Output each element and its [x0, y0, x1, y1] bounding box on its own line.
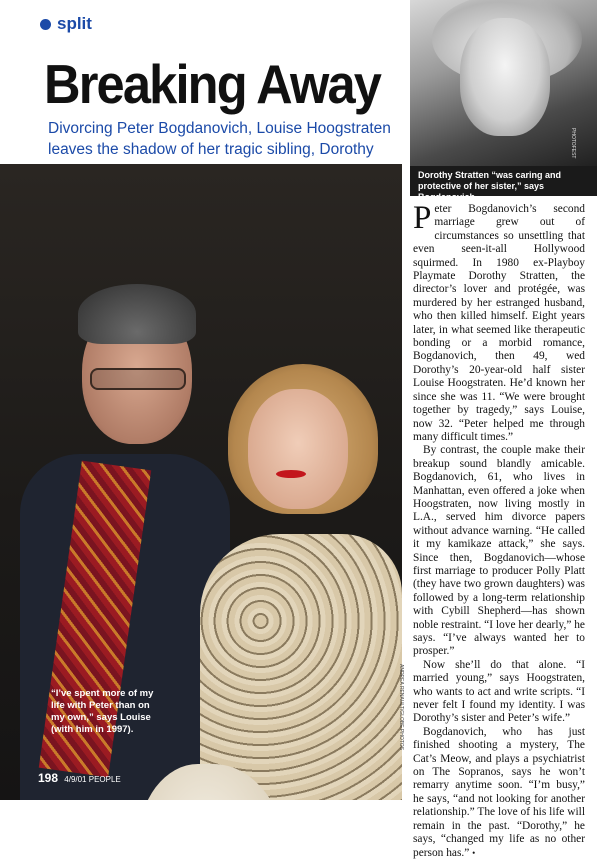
inset-photo-credit: PHOTOFEST [570, 128, 576, 159]
paragraph-text: Bogdanovich, who has just finished shooting a mystery, The Cat’s Meow, and plays a psychiatrist on The Sopranos, says he won’t remarry anytime soon. “I’m busy,” he says, “and not looking for another relationship.” The love of his life will remain in the past. “Dorothy,” he says, “changed my life as no other person has.” [413, 725, 585, 859]
drop-cap: P [413, 200, 432, 236]
inset-face [460, 18, 550, 136]
woman-lips [276, 470, 306, 478]
main-photo-caption: “I’ve spent more of my life with Peter than on my own,” says Louise (with him in 1997). [51, 688, 154, 735]
man-hair [78, 284, 196, 344]
main-photo-credit: ANDREA RENAULT/GLOBE PHOTOS [398, 664, 404, 750]
inset-caption: Dorothy Stratten “was caring and protective of her sister,” says Bogdanovich. [410, 166, 597, 196]
deck-subtitle: Divorcing Peter Bogdanovich, Louise Hoogstraten leaves the shadow of her tragic sibling, Dorothy [48, 120, 391, 158]
article-paragraph: By contrast, the couple make their breakup sound blandly amicable. Bogdanovich, 61, who lives in Manhattan, even offered a joke when Hoogstraten, now living mostly in L.A., served him divorce papers without advance warning. “He called it my kamikaze attack,” she says. Since then, Bogdanovich—whose first marriage to producer Polly Platt (they have two grown daughters) was followed by a long-term relationship with Cybill Shepherd—has shown noble restraint. “I love her dearly,” he says. “I’ve always wanted her to prosper.” [413, 444, 585, 658]
article-body [413, 200, 585, 860]
snakeskin-jacket [200, 534, 402, 800]
paragraph-text: eter Bogdanovich’s second marriage grew out of circumstances so unsettling that even seen-it-all Hollywood squirmed. In 1980 ex-Playboy Playmate Dorothy Stratten, the director’s lover and protégée, was murdered by her estranged husband, who then killed himself. Eight years later, in what seemed like therapeutic bonding or a morbid romance, Bogdanovich, then 49, wed Dorothy’s 20-year-old half sister Louise Hoogstraten. He’d known her since she was 11. “We were brought together by tragedy,” says Louise, now 32. “Peter helped me through many difficult times.” [413, 203, 585, 443]
page-footer [38, 771, 121, 785]
section-tag [40, 14, 92, 34]
page-number: 198 [38, 771, 59, 785]
inset-photo [410, 0, 597, 166]
end-mark: • [472, 847, 476, 858]
headline: Breaking Away [44, 53, 381, 115]
article-paragraph: Now she’ll do that alone. “I married young,” says Hoogstraten, who wants to act and write scripts. “I never felt I found my identity. I was Dorothy’s sister and Peter’s wife.” [413, 658, 585, 725]
article-paragraph [413, 726, 585, 860]
section-label: split [57, 14, 92, 33]
woman-face [248, 389, 348, 509]
article-paragraph [413, 200, 585, 444]
issue-info: 4/9/01 PEOPLE [64, 775, 121, 784]
glasses [90, 368, 186, 390]
bullet-icon [40, 19, 51, 30]
